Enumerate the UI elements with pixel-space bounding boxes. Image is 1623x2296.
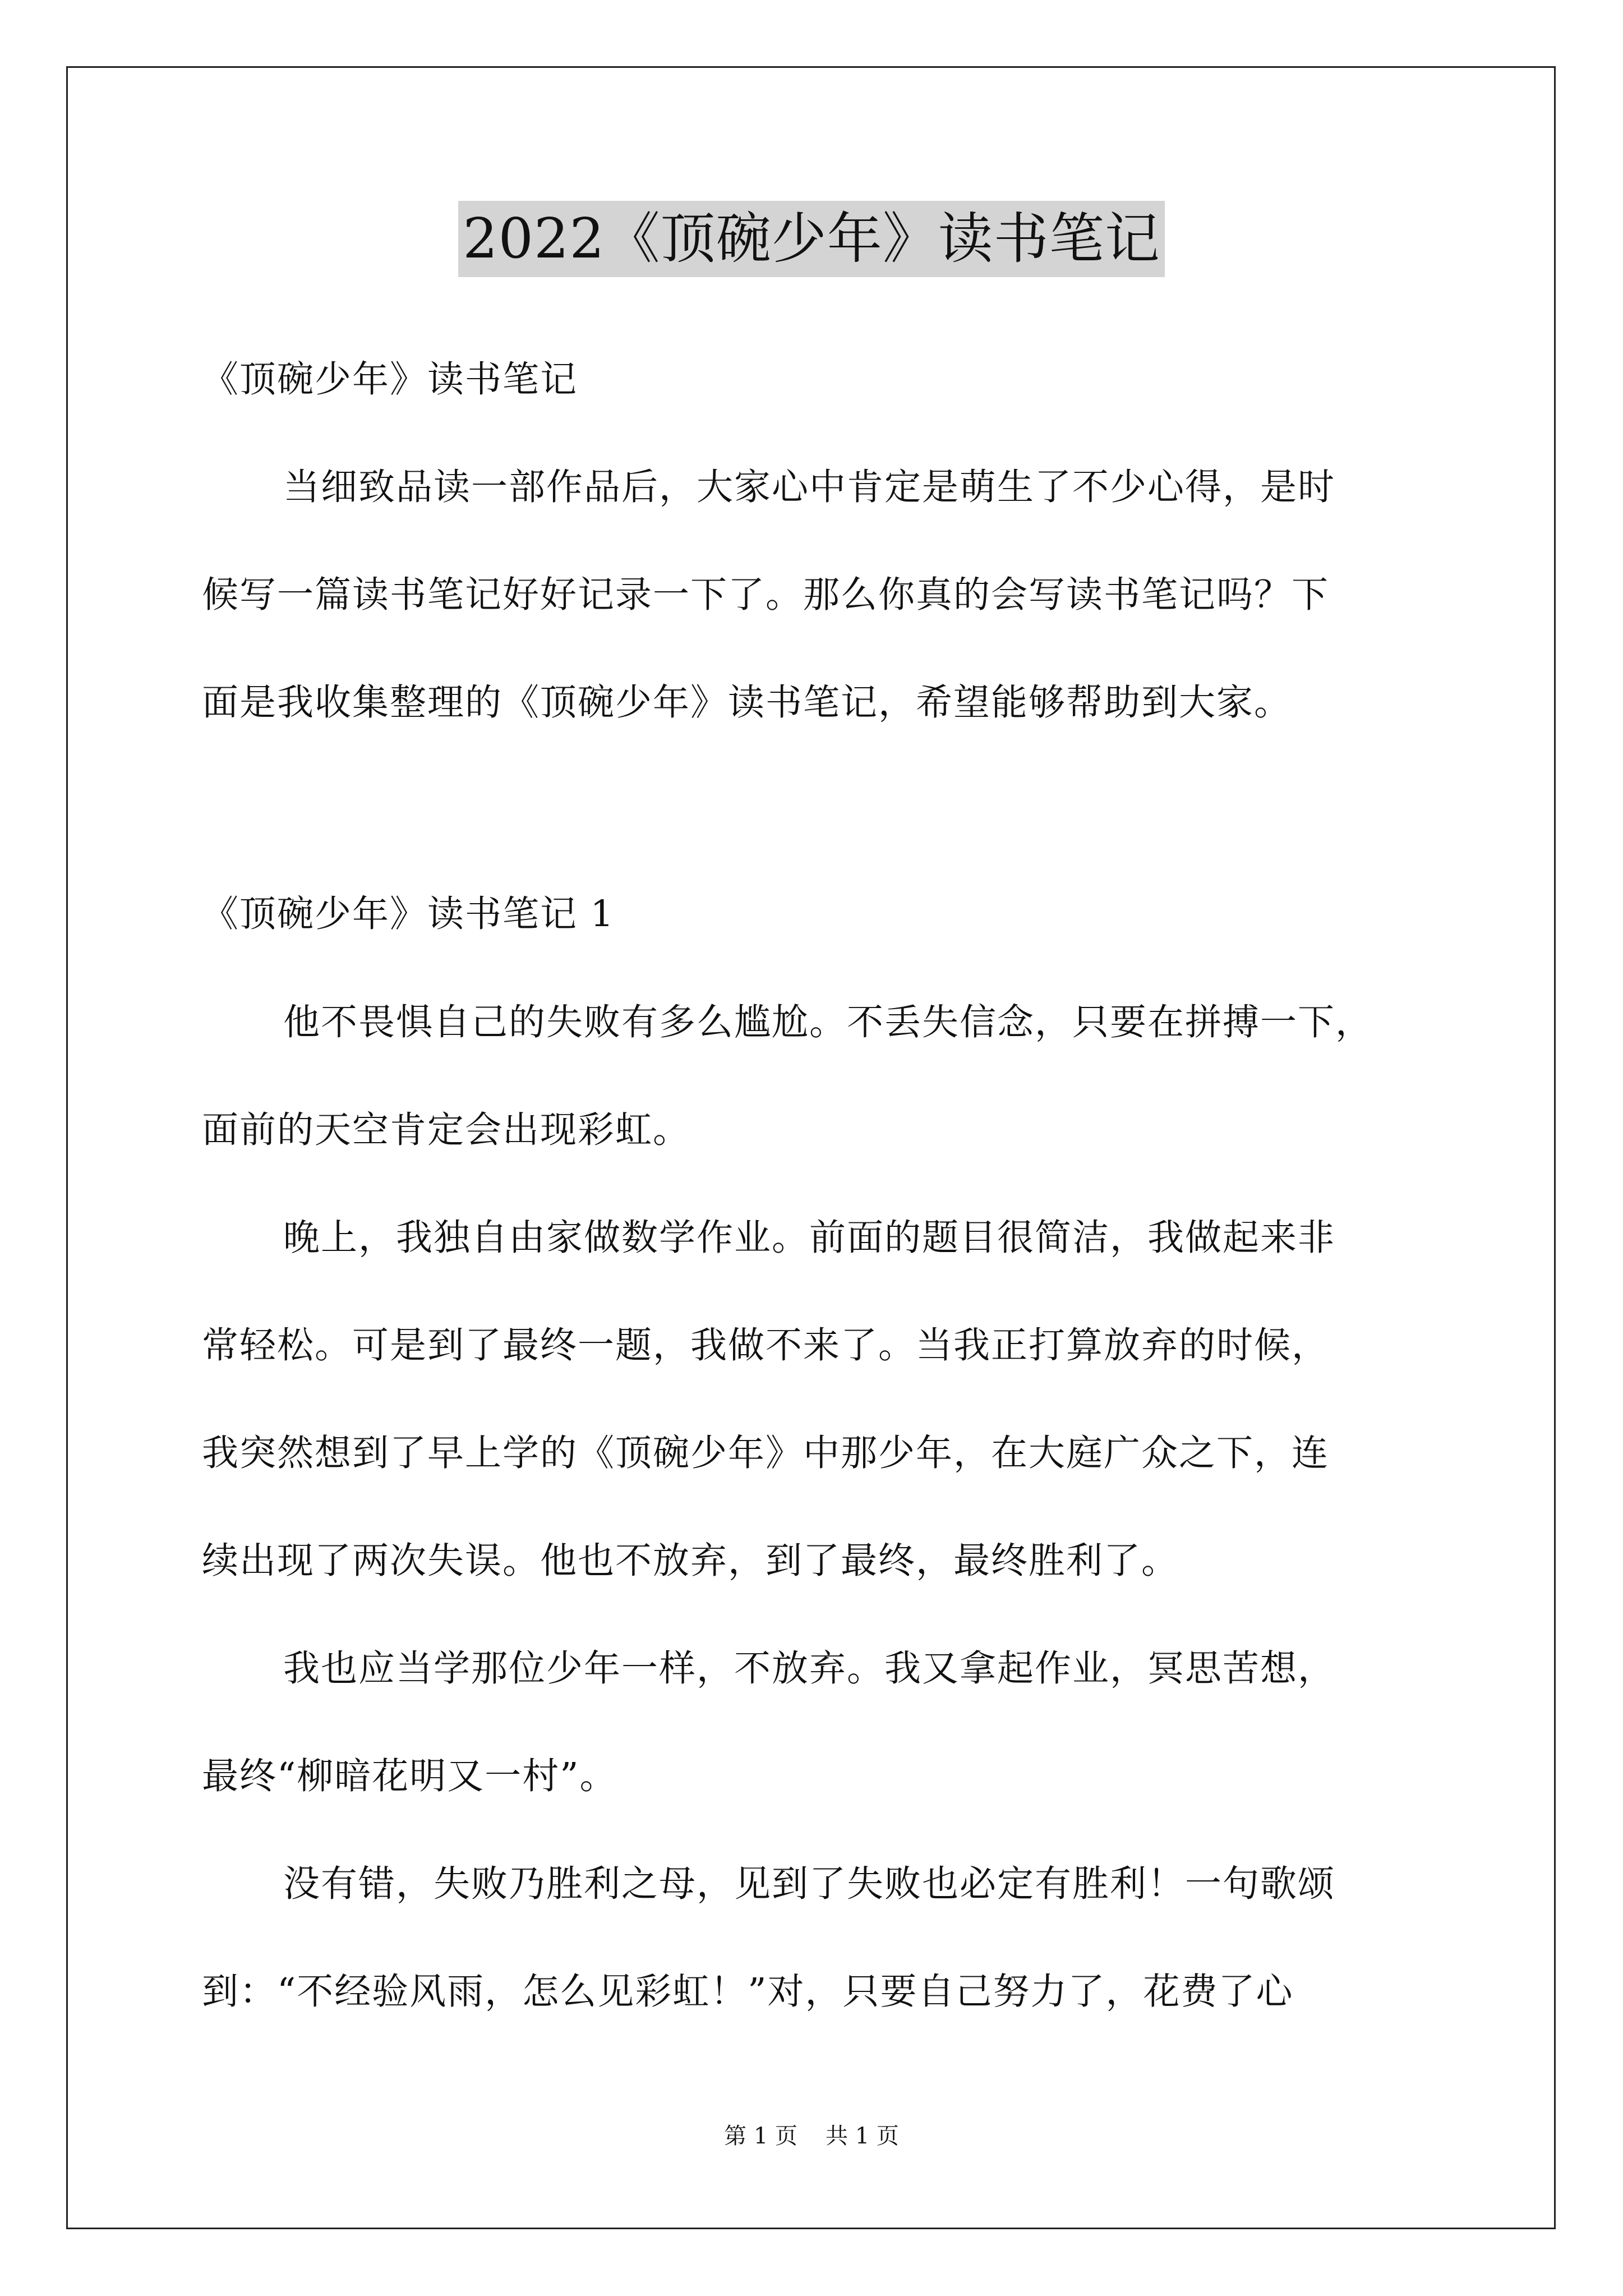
body-line: 没有错，失败乃胜利之母，见到了失败也必定有胜利！一句歌颂 xyxy=(283,1863,1336,1905)
body-line: 续出现了两次失误。他也不放弃，到了最终，最终胜利了。 xyxy=(202,1540,1179,1582)
title-area xyxy=(0,201,1623,277)
body-line: 面前的天空肯定会出现彩虹。 xyxy=(202,1109,691,1151)
body-line: 他不畏惧自己的失败有多么尴尬。不丢失信念，只要在拼搏一下， xyxy=(283,1001,1373,1043)
body-line: 晚上，我独自由家做数学作业。前面的题目很简洁，我做起来非 xyxy=(283,1217,1336,1259)
body-line: 到：“不经验风雨，怎么见彩虹！”对，只要自己努力了，花费了心 xyxy=(202,1971,1294,2013)
page-number: 第 1 页 xyxy=(724,2123,797,2149)
intro-line-3: 面是我收集整理的《顶碗少年》读书笔记，希望能够帮助到大家。 xyxy=(202,682,1292,724)
body-line: 常轻松。可是到了最终一题，我做不来了。当我正打算放弃的时候， xyxy=(202,1324,1330,1366)
intro-line-1: 当细致品读一部作品后，大家心中肯定是萌生了不少心得，是时 xyxy=(283,466,1336,508)
page-footer xyxy=(0,2120,1623,2152)
body-line: 最终“柳暗花明又一村”。 xyxy=(202,1755,617,1797)
document-subtitle: 《顶碗少年》读书笔记 xyxy=(202,358,578,401)
page-total: 共 1 页 xyxy=(826,2123,899,2149)
document-title: 2022《顶碗少年》读书笔记 xyxy=(458,201,1164,277)
intro-line-2: 候写一篇读书笔记好好记录一下了。那么你真的会写读书笔记吗？下 xyxy=(202,574,1330,616)
body-line: 我突然想到了早上学的《顶碗少年》中那少年，在大庭广众之下，连 xyxy=(202,1432,1330,1474)
body-line: 我也应当学那位少年一样，不放弃。我又拿起作业，冥思苦想， xyxy=(283,1648,1336,1690)
section-heading: 《顶碗少年》读书笔记 1 xyxy=(202,893,615,935)
